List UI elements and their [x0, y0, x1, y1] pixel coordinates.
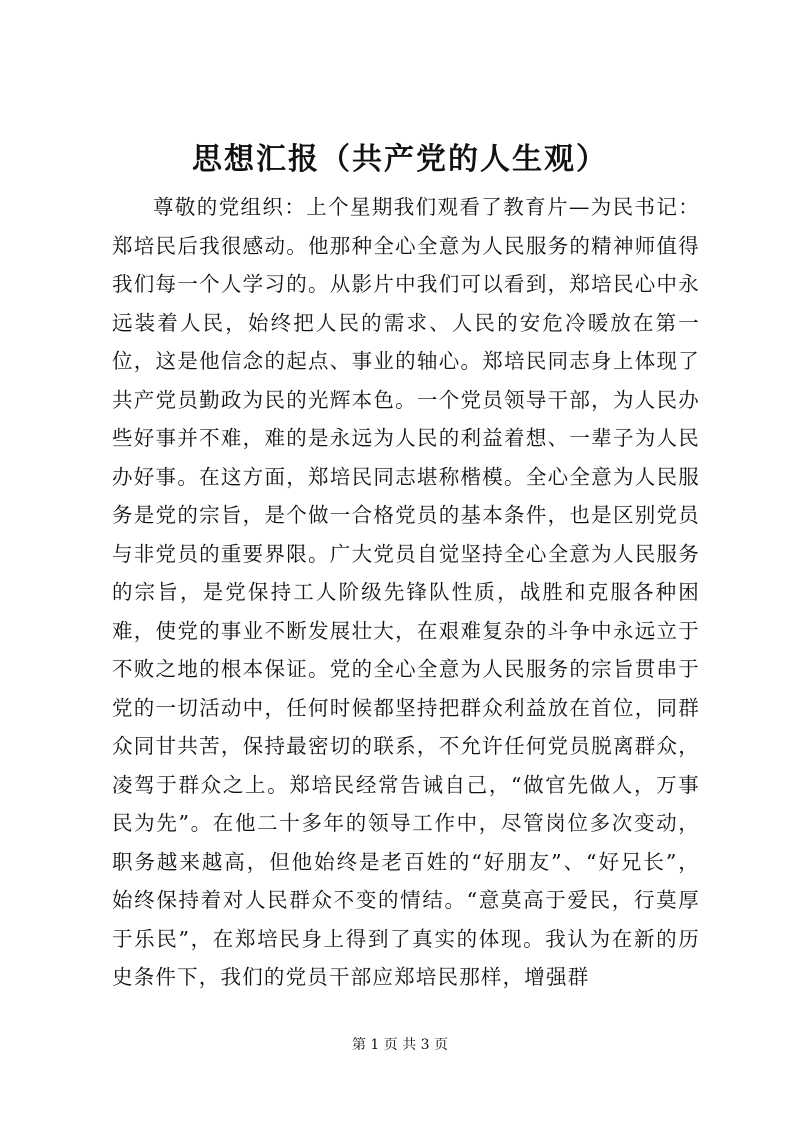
- document-body-paragraph: 尊敬的党组织：上个星期我们观看了教育片—为民书记：郑培民后我很感动。他那种全心全意为人民服务的精神师值得我们每一个人学习的。从影片中我们可以看到，郑培民心中永远装着人民，始终把人民的需求、人民的安危冷暖放在第一位，这是他信念的起点、事业的轴心。郑培民同志身上体现了共产党员勤政为民的光辉本色。一个党员领导干部，为人民办些好事并不难，难的是永远为人民的利益着想、一辈子为人民办好事。在这方面，郑培民同志堪称楷模。全心全意为人民服务是党的宗旨，是个做一合格党员的基本条件，也是区别党员与非党员的重要界限。广大党员自觉坚持全心全意为人民服务的宗旨，是党保持工人阶级先锋队性质，战胜和克服各种困难，使党的事业不断发展壮大，在艰难复杂的斗争中永远立于不败之地的根本保证。党的全心全意为人民服务的宗旨贯串于党的一切活动中，任何时候都坚持把群众利益放在首位，同群众同甘共苦，保持最密切的联系，不允许任何党员脱离群众，凌驾于群众之上。郑培民经常告诫自己，“做官先做人，万事民为先”。在他二十多年的领导工作中，尽管岗位多次变动，职务越来越高，但他始终是老百姓的“好朋友”、“好兄长”，始终保持着对人民群众不变的情结。“意莫高于爱民，行莫厚于乐民”，在郑培民身上得到了真实的体现。我认为在新的历史条件下，我们的党员干部应郑培民那样，增强群: [112, 195, 700, 989]
- page-number-footer: 第 1 页 共 3 页: [351, 1037, 449, 1053]
- document-title: 思想汇报（共产党的人生观）: [192, 142, 608, 177]
